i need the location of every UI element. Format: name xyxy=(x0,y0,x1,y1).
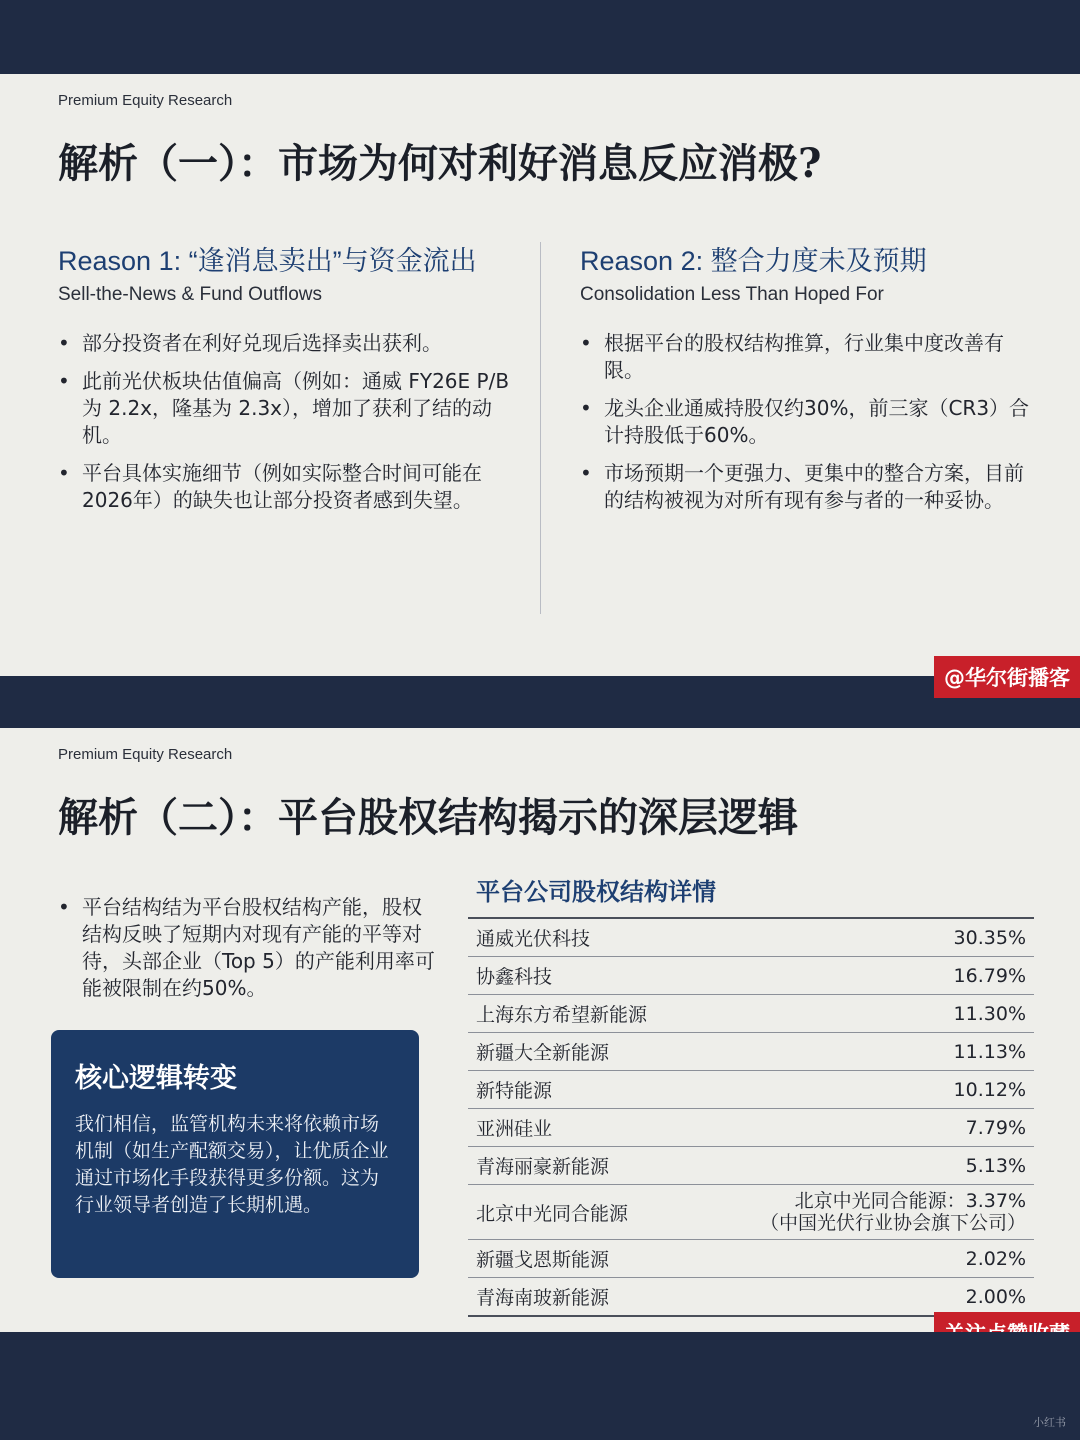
company-name: 青海丽豪新能源 xyxy=(468,1147,694,1185)
company-name: 通威光伏科技 xyxy=(468,918,694,957)
reason-2-subtitle: Consolidation Less Than Hoped For xyxy=(580,284,884,305)
bullet-item: • 市场预期一个更强力、更集中的整合方案，目前的结构被视为对所有现有参与者的一种妥协。 xyxy=(580,460,1040,514)
share-value: 10.12% xyxy=(694,1071,1034,1109)
company-name: 青海南玻新能源 xyxy=(476,1287,610,1309)
table-row xyxy=(468,1147,1034,1185)
page-title: 解析（二）：平台股权结构揭示的深层逻辑 xyxy=(58,794,798,841)
share-value: 2.00% xyxy=(965,1285,1026,1308)
share-value: 16.79% xyxy=(694,957,1034,995)
bullet-item: • 此前光伏板块估值偏高（例如：通威 FY26E P/B 为 2.2x，隆基为 2.3x），增加了获利了结的动机。 xyxy=(58,368,518,449)
bullet-item: • 平台结构结为平台股权结构产能，股权结构反映了短期内对现有产能的平等对待，头部企业（Top 5）的产能利用率可能被限制在约50%。 xyxy=(58,894,438,1002)
bullet-item: • 平台具体实施细节（例如实际整合时间可能在2026年）的缺失也让部分投资者感到失望。 xyxy=(58,460,518,514)
bottom-band xyxy=(0,1332,1080,1440)
company-name: 上海东方希望新能源 xyxy=(468,995,694,1033)
kicker: Premium Equity Research xyxy=(58,92,233,109)
share-value-note: （中国光伏行业协会旗下公司） xyxy=(759,1212,1026,1234)
reason-1-subtitle: Sell-the-News & Fund Outflows xyxy=(58,284,322,305)
kicker: Premium Equity Research xyxy=(58,746,233,763)
reason-2-column xyxy=(580,239,1040,525)
reason-2-bullets xyxy=(580,330,1040,514)
share-value: 7.79% xyxy=(694,1109,1034,1147)
slide-analysis-two xyxy=(0,728,1080,1332)
share-value: 30.35% xyxy=(694,918,1034,957)
structure-bullets xyxy=(58,894,438,1013)
table-row xyxy=(468,957,1034,995)
share-value xyxy=(694,1185,1034,1240)
company-name: 北京中光同合能源 xyxy=(468,1185,694,1240)
company-name: 协鑫科技 xyxy=(468,957,694,995)
company-name: 新疆戈恩斯能源 xyxy=(468,1240,694,1278)
bullet-item: • 部分投资者在利好兑现后选择卖出获利。 xyxy=(58,330,518,357)
company-name: 新疆大全新能源 xyxy=(468,1033,694,1071)
bullet-item: • 龙头企业通威持股仅约30%，前三家（CR3）合计持股低于60%。 xyxy=(580,395,1040,449)
table-row xyxy=(468,1278,1034,1317)
table-row xyxy=(468,995,1034,1033)
share-value: 11.30% xyxy=(694,995,1034,1033)
company-name: 亚洲硅业 xyxy=(468,1109,694,1147)
equity-table-section xyxy=(468,872,1034,1317)
account-tag: @华尔街播客 xyxy=(934,656,1080,698)
reason-2-title: Reason 2: 整合力度未及预期 xyxy=(580,246,927,276)
share-value: 2.02% xyxy=(694,1240,1034,1278)
table-row xyxy=(468,918,1034,957)
platform-watermark: 小红书 xyxy=(1033,1416,1066,1429)
table-row xyxy=(468,1033,1034,1071)
table-row xyxy=(468,1240,1034,1278)
reason-1-column xyxy=(58,239,518,525)
top-band xyxy=(0,0,1080,74)
reason-1-title: Reason 1: “逢消息卖出”与资金流出 xyxy=(58,246,477,276)
middle-band xyxy=(0,676,1080,728)
equity-table xyxy=(468,917,1034,1317)
core-logic-text: 我们相信，监管机构未来将依赖市场机制（如生产配额交易），让优质企业通过市场化手段获得更多份额。这为行业领导者创造了长期机遇。 xyxy=(75,1113,389,1216)
share-value-main: 北京中光同合能源：3.37% xyxy=(794,1190,1026,1212)
equity-table-title: 平台公司股权结构详情 xyxy=(476,878,716,906)
core-logic-title: 核心逻辑转变 xyxy=(75,1063,237,1094)
share-value: 11.13% xyxy=(694,1033,1034,1071)
core-logic-box xyxy=(51,1030,419,1278)
page-title: 解析（一）：市场为何对利好消息反应消极? xyxy=(58,140,822,187)
share-value: 5.13% xyxy=(694,1147,1034,1185)
slide-analysis-one xyxy=(0,74,1080,676)
reason-1-bullets xyxy=(58,330,518,514)
column-divider xyxy=(540,242,541,614)
bullet-item: • 根据平台的股权结构推算，行业集中度改善有限。 xyxy=(580,330,1040,384)
company-name: 新特能源 xyxy=(468,1071,694,1109)
table-row xyxy=(468,1071,1034,1109)
table-row xyxy=(468,1109,1034,1147)
table-row xyxy=(468,1185,1034,1240)
